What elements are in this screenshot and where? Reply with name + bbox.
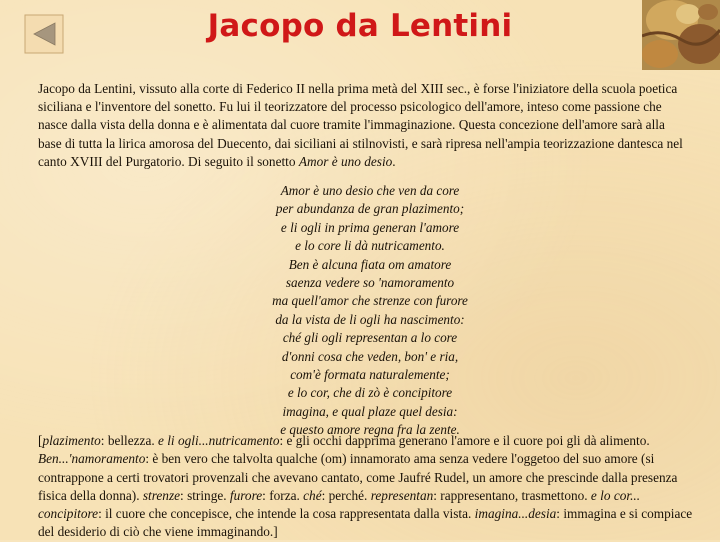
poem-line: ma quell'amor che strenze con furore [272, 293, 468, 309]
poem-line: e li ogli in prima generan l'amore [280, 219, 460, 235]
poem-line: imagina, e qual plaze quel desia: [282, 403, 458, 419]
note-term: strenze [142, 487, 181, 503]
note-definition: : stringe. [180, 487, 230, 503]
note-term: ché [303, 487, 322, 503]
note-definition: : bellezza. [100, 433, 159, 448]
note-term: e li ogli...nutricamento [158, 433, 280, 448]
poem-line: e lo cor, che di zò è concipitore [287, 385, 453, 401]
poem-line: Ben è alcuna fiata om amatore [288, 256, 452, 272]
note-definition: : forza. [262, 487, 304, 503]
poem-line: ché gli ogli representan a lo core [282, 330, 458, 346]
note-definition: : perché. [321, 487, 371, 503]
note-definition: : e gli occhi dapprima generano l'amore e il cuore poi gli dà alimento. [279, 433, 650, 448]
poem-line: e questo amore regna fra la zente. [280, 422, 460, 438]
intro-end: . [392, 153, 396, 169]
notes-open-bracket: [ [38, 433, 43, 448]
poem-line: da la vista de li ogli ha nascimento: [275, 311, 465, 327]
note-definition: : il cuore che concepisce, che intende la cosa rappresentata dalla vista. [98, 506, 475, 522]
glossary-notes [38, 432, 700, 542]
sonnet-title-link[interactable]: Amor è uno desio [298, 153, 393, 169]
poem-line: e lo core li dà nutricamento. [295, 238, 445, 254]
poem-line: per abundanza de gran plazimento; [275, 201, 465, 217]
note-term: imagina...desia [474, 506, 557, 522]
note-term: Ben...'namoramento [38, 451, 146, 467]
sonnet [190, 182, 550, 440]
note-definition: : è ben vero che talvolta qualche (om) innamorato ama senza vedere l'oggetoo del suo amore (si contrappone a certi trovatori provenzali che avevano cantato, come Jaufré Rudel, un amore che prescinde dalla presenza fisica della donna). [38, 451, 678, 503]
note-term: representan [370, 487, 434, 503]
poem-line: d'onni cosa che veden, bon' e ria, [281, 348, 459, 364]
note-term: furore [229, 487, 263, 503]
poem-line: Amor è uno desio che ven da core [280, 183, 460, 198]
fresco-image [642, 0, 720, 70]
poem-line: saenza vedere so 'namoramento [285, 275, 455, 291]
page-title: Jacopo da Lentini [207, 8, 513, 44]
poem-line: com'è formata naturalemente; [290, 367, 450, 383]
note-definition: : rappresentano, trasmettono. [433, 487, 591, 503]
note-term: plazimento [42, 433, 101, 448]
intro-text: Jacopo da Lentini, vissuto alla corte di Federico II nella prima metà del XIII sec., è forse l'iniziatore della scuola poetica siciliana e l'inventore del sonetto. Fu lui il teorizzatore del processo psicologico dell'amore, inteso come passione che nasce dalla vista della donna e è alimentata dal cuore tramite l'immaginazione. Questa concezione dell'amore sarà alla base di tutta la lirica amorosa del Duecento, dai siciliani ai stilnovisti, e sarà ripresa nell'ampia teorizzazione dantesca nel canto XVIII del Purgatorio. Di seguito il sonetto [38, 81, 683, 169]
note-term: e lo cor... concipitore [38, 487, 641, 522]
notes-close-bracket: ] [273, 524, 278, 540]
note-definition: : immagina e si compiace del desiderio di ciò che viene immaginando. [38, 506, 693, 540]
intro-paragraph [38, 80, 686, 171]
